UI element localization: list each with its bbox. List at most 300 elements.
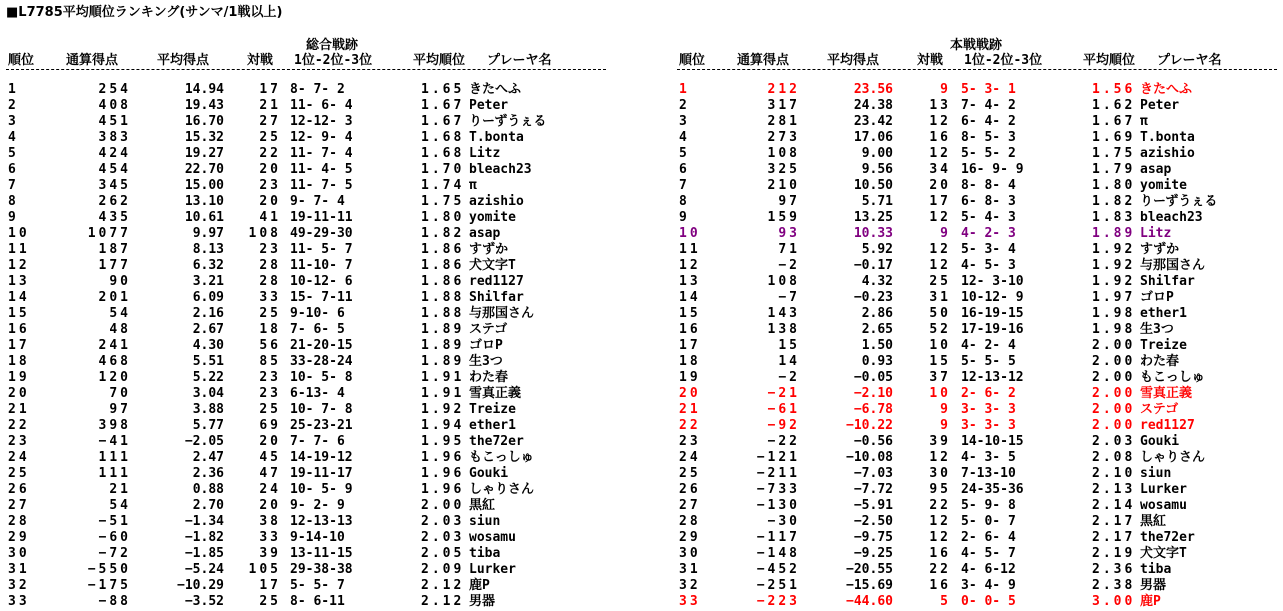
average-place-cell: 1.91: [421, 386, 465, 401]
places-cell: 11- 7- 5: [290, 178, 353, 193]
average-score-cell: 1.50: [861, 338, 893, 353]
average-place-cell: 1.68: [421, 130, 465, 145]
places-cell: 14-10-15: [961, 434, 1024, 449]
table-row: [673, 402, 1283, 418]
places-cell: 8- 8- 4: [961, 178, 1016, 193]
places-cell: 6-13- 4: [290, 386, 345, 401]
player-name-cell: きたへふ: [1140, 82, 1193, 97]
games-cell: 12: [929, 114, 951, 129]
average-score-cell: −7.72: [853, 482, 893, 497]
places-cell: 25-23-21: [290, 418, 353, 433]
places-cell: 10- 5- 9: [290, 482, 353, 497]
places-cell: 4- 3- 5: [961, 450, 1016, 465]
table-row: [673, 546, 1283, 562]
average-score-cell: −2.50: [853, 514, 893, 529]
player-name-cell: 黒紅: [469, 498, 496, 513]
table-row: [673, 306, 1283, 322]
table-row: [673, 514, 1283, 530]
average-place-cell: 1.75: [421, 194, 465, 209]
rank-cell: 17: [8, 338, 30, 353]
table-row: [0, 226, 620, 242]
average-score-cell: 0.88: [192, 482, 224, 497]
places-cell: 24-35-36: [961, 482, 1024, 497]
header-divider: [677, 69, 1277, 70]
games-cell: 39: [929, 434, 951, 449]
rank-cell: 22: [8, 418, 30, 433]
average-place-cell: 1.92: [1092, 258, 1136, 273]
average-place-cell: 1.82: [421, 226, 465, 241]
average-place-cell: 1.97: [1092, 290, 1136, 305]
games-cell: 20: [259, 162, 281, 177]
games-cell: 95: [929, 482, 951, 497]
average-place-cell: 2.00: [421, 498, 465, 513]
games-cell: 16: [929, 130, 951, 145]
total-score-cell: 273: [767, 130, 800, 145]
table-row: [0, 258, 620, 274]
table-row: [673, 498, 1283, 514]
average-score-cell: 9.97: [192, 226, 224, 241]
player-name-cell: 与那国さん: [469, 306, 535, 321]
player-name-cell: 犬文字T: [1140, 546, 1187, 561]
player-name-cell: もこっしゅ: [1140, 370, 1205, 385]
average-score-cell: −1.85: [184, 546, 224, 561]
places-cell: 29-38-38: [290, 562, 353, 577]
rank-cell: 5: [8, 146, 19, 161]
games-cell: 21: [259, 98, 281, 113]
average-place-cell: 1.91: [421, 370, 465, 385]
header-average-score: 平均得点: [157, 53, 210, 68]
player-name-cell: りーずうぇる: [1140, 194, 1218, 209]
average-score-cell: −9.25: [853, 546, 893, 561]
total-score-cell: 15: [778, 338, 800, 353]
player-name-cell: ether1: [1140, 306, 1187, 321]
places-cell: 11- 5- 7: [290, 242, 353, 257]
rank-cell: 18: [679, 354, 701, 369]
rank-cell: 24: [8, 450, 30, 465]
table-row: [0, 498, 620, 514]
average-place-cell: 1.65: [421, 82, 465, 97]
average-place-cell: 2.00: [1092, 354, 1136, 369]
table-row: [673, 386, 1283, 402]
header-total-score: 通算得点: [737, 53, 790, 68]
games-cell: 34: [929, 162, 951, 177]
average-place-cell: 2.00: [1092, 402, 1136, 417]
player-name-cell: 与那国さん: [1140, 258, 1206, 273]
games-cell: 56: [259, 338, 281, 353]
total-score-cell: 14: [778, 354, 800, 369]
player-name-cell: しゃりさん: [469, 482, 535, 497]
average-place-cell: 2.36: [1092, 562, 1136, 577]
rank-cell: 27: [8, 498, 30, 513]
rank-cell: 17: [679, 338, 701, 353]
header-total-score: 通算得点: [66, 53, 119, 68]
games-cell: 9: [940, 82, 951, 97]
average-place-cell: 1.67: [421, 98, 465, 113]
places-cell: 4- 5- 7: [961, 546, 1016, 561]
places-cell: 17-19-16: [961, 322, 1024, 337]
header-average-place: 平均順位: [1083, 53, 1136, 68]
player-name-cell: tiba: [1140, 562, 1172, 577]
rank-cell: 9: [679, 210, 690, 225]
player-name-cell: the72er: [1140, 530, 1195, 545]
average-score-cell: −5.91: [853, 498, 893, 513]
rank-cell: 20: [679, 386, 701, 401]
average-score-cell: 5.71: [861, 194, 893, 209]
games-cell: 52: [929, 322, 951, 337]
table-row: [0, 418, 620, 434]
average-score-cell: 15.00: [184, 178, 224, 193]
table-row: [0, 82, 620, 98]
total-score-cell: 210: [767, 178, 800, 193]
rank-cell: 31: [8, 562, 30, 577]
average-score-cell: 2.67: [192, 322, 224, 337]
games-cell: 12: [929, 146, 951, 161]
total-score-cell: 54: [109, 306, 131, 321]
average-place-cell: 2.03: [1092, 434, 1136, 449]
average-score-cell: 5.22: [192, 370, 224, 385]
table-row: [673, 578, 1283, 594]
places-cell: 6- 8- 3: [961, 194, 1016, 209]
rank-cell: 20: [8, 386, 30, 401]
average-place-cell: 2.12: [421, 578, 465, 593]
total-score-cell: −2: [778, 258, 800, 273]
average-score-cell: 6.09: [192, 290, 224, 305]
rank-cell: 19: [8, 370, 30, 385]
table-row: [673, 530, 1283, 546]
average-place-cell: 1.74: [421, 178, 465, 193]
games-cell: 47: [259, 466, 281, 481]
places-cell: 13-11-15: [290, 546, 353, 561]
player-name-cell: ゴロP: [469, 338, 503, 353]
average-score-cell: 2.86: [861, 306, 893, 321]
average-place-cell: 1.95: [421, 434, 465, 449]
rank-cell: 33: [8, 594, 30, 609]
rank-cell: 9: [8, 210, 19, 225]
average-place-cell: 2.08: [1092, 450, 1136, 465]
total-score-cell: −61: [767, 402, 800, 417]
total-score-cell: −92: [767, 418, 800, 433]
table-row: [673, 322, 1283, 338]
games-cell: 28: [259, 258, 281, 273]
games-cell: 5: [940, 594, 951, 609]
places-cell: 14-19-12: [290, 450, 353, 465]
places-cell: 4- 6-12: [961, 562, 1016, 577]
total-score-cell: 93: [778, 226, 800, 241]
average-score-cell: 13.10: [184, 194, 224, 209]
places-cell: 12-12- 3: [290, 114, 353, 129]
places-cell: 15- 7-11: [290, 290, 353, 305]
player-name-cell: Lurker: [1140, 482, 1187, 497]
games-cell: 25: [259, 402, 281, 417]
player-name-cell: red1127: [1140, 418, 1195, 433]
places-cell: 10- 5- 8: [290, 370, 353, 385]
places-cell: 2- 6- 2: [961, 386, 1016, 401]
average-place-cell: 2.17: [1092, 530, 1136, 545]
places-cell: 5- 0- 7: [961, 514, 1016, 529]
rank-cell: 4: [8, 130, 19, 145]
places-cell: 5- 5- 5: [961, 354, 1016, 369]
total-score-cell: 317: [767, 98, 800, 113]
total-score-cell: 97: [778, 194, 800, 209]
total-score-cell: 177: [98, 258, 131, 273]
average-score-cell: −7.03: [853, 466, 893, 481]
total-score-cell: 71: [778, 242, 800, 257]
player-name-cell: すずか: [469, 242, 509, 257]
games-cell: 24: [259, 482, 281, 497]
player-name-cell: わた春: [469, 370, 509, 385]
places-cell: 21-20-15: [290, 338, 353, 353]
average-score-cell: 23.42: [853, 114, 893, 129]
games-cell: 18: [259, 322, 281, 337]
average-score-cell: −15.69: [846, 578, 893, 593]
player-name-cell: 生3つ: [1140, 322, 1174, 337]
rank-cell: 23: [8, 434, 30, 449]
table-row: [0, 562, 620, 578]
average-place-cell: 2.12: [421, 594, 465, 609]
average-place-cell: 1.86: [421, 258, 465, 273]
player-name-cell: siun: [469, 514, 501, 529]
total-score-cell: −211: [756, 466, 800, 481]
total-score-cell: 97: [109, 402, 131, 417]
games-cell: 25: [259, 594, 281, 609]
games-cell: 23: [259, 370, 281, 385]
games-cell: 23: [259, 386, 281, 401]
rank-cell: 8: [8, 194, 19, 209]
places-cell: 0- 0- 5: [961, 594, 1016, 609]
table-row: [673, 146, 1283, 162]
player-name-cell: ゴロP: [1140, 290, 1174, 305]
table-row: [673, 562, 1283, 578]
average-place-cell: 1.96: [421, 482, 465, 497]
rank-cell: 30: [8, 546, 30, 561]
average-place-cell: 1.80: [1092, 178, 1136, 193]
average-score-cell: 2.70: [192, 498, 224, 513]
total-score-cell: −733: [756, 482, 800, 497]
average-place-cell: 2.10: [1092, 466, 1136, 481]
games-cell: 25: [929, 274, 951, 289]
games-cell: 9: [940, 226, 951, 241]
player-name-cell: りーずうぇる: [469, 114, 547, 129]
average-score-cell: −10.08: [846, 450, 893, 465]
places-cell: 12-13-12: [961, 370, 1024, 385]
rank-cell: 25: [8, 466, 30, 481]
total-score-cell: 345: [98, 178, 131, 193]
total-score-cell: 120: [98, 370, 131, 385]
rank-cell: 13: [8, 274, 30, 289]
average-place-cell: 2.38: [1092, 578, 1136, 593]
rank-cell: 31: [679, 562, 701, 577]
table-row: [673, 274, 1283, 290]
player-name-cell: bleach23: [469, 162, 532, 177]
player-name-cell: しゃりさん: [1140, 450, 1206, 465]
rank-cell: 19: [679, 370, 701, 385]
table-row: [0, 354, 620, 370]
games-cell: 16: [929, 546, 951, 561]
total-score-cell: −550: [87, 562, 131, 577]
average-score-cell: 23.56: [853, 82, 893, 97]
player-name-cell: 生3つ: [469, 354, 503, 369]
average-score-cell: 9.56: [861, 162, 893, 177]
average-place-cell: 2.14: [1092, 498, 1136, 513]
places-cell: 9-10- 6: [290, 306, 345, 321]
player-name-cell: 犬文字T: [469, 258, 516, 273]
player-name-cell: 男器: [469, 594, 496, 609]
average-place-cell: 1.86: [421, 274, 465, 289]
average-place-cell: 1.88: [421, 290, 465, 305]
total-score-cell: −7: [778, 290, 800, 305]
table-row: [673, 418, 1283, 434]
player-name-cell: Shilfar: [1140, 274, 1195, 289]
average-score-cell: 16.70: [184, 114, 224, 129]
page-title: ■L7785平均順位ランキング(サンマ/1戦以上): [6, 5, 283, 20]
rank-cell: 2: [8, 98, 19, 113]
average-score-cell: 6.32: [192, 258, 224, 273]
player-name-cell: azishio: [469, 194, 524, 209]
header-average-place: 平均順位: [413, 53, 466, 68]
places-cell: 8- 5- 3: [961, 130, 1016, 145]
average-place-cell: 1.96: [421, 450, 465, 465]
games-cell: 38: [259, 514, 281, 529]
player-name-cell: Gouki: [1140, 434, 1180, 449]
places-cell: 5- 5- 7: [290, 578, 345, 593]
average-place-cell: 1.92: [1092, 274, 1136, 289]
total-score-cell: 108: [767, 274, 800, 289]
games-cell: 13: [929, 98, 951, 113]
player-name-cell: Peter: [469, 98, 509, 113]
games-cell: 22: [259, 146, 281, 161]
table-row: [0, 162, 620, 178]
average-place-cell: 1.67: [421, 114, 465, 129]
average-score-cell: 2.36: [192, 466, 224, 481]
table-row: [673, 130, 1283, 146]
average-score-cell: 17.06: [853, 130, 893, 145]
places-cell: 7- 6- 5: [290, 322, 345, 337]
games-cell: 37: [929, 370, 951, 385]
total-score-cell: −51: [98, 514, 131, 529]
games-cell: 108: [248, 226, 281, 241]
table-row: [0, 146, 620, 162]
player-name-cell: 黒紅: [1140, 514, 1167, 529]
average-place-cell: 1.83: [1092, 210, 1136, 225]
games-cell: 31: [929, 290, 951, 305]
player-name-cell: azishio: [1140, 146, 1195, 161]
games-cell: 28: [259, 274, 281, 289]
player-name-cell: もこっしゅ: [469, 450, 534, 465]
games-cell: 30: [929, 466, 951, 481]
places-cell: 7-13-10: [961, 466, 1016, 481]
rank-cell: 12: [8, 258, 30, 273]
total-score-cell: −251: [756, 578, 800, 593]
games-cell: 12: [929, 242, 951, 257]
player-name-cell: T.bonta: [469, 130, 524, 145]
average-place-cell: 1.86: [421, 242, 465, 257]
games-cell: 9: [940, 418, 951, 433]
average-place-cell: 1.69: [1092, 130, 1136, 145]
games-cell: 20: [929, 178, 951, 193]
total-score-cell: 383: [98, 130, 131, 145]
total-score-cell: 262: [98, 194, 131, 209]
rank-cell: 27: [679, 498, 701, 513]
rank-cell: 14: [8, 290, 30, 305]
group-label: 本戦戦跡: [950, 38, 1003, 53]
player-name-cell: yomite: [1140, 178, 1187, 193]
rank-cell: 16: [8, 322, 30, 337]
games-cell: 25: [259, 306, 281, 321]
table-body: [0, 82, 620, 610]
games-cell: 10: [929, 386, 951, 401]
games-cell: 12: [929, 514, 951, 529]
table-row: [0, 242, 620, 258]
average-score-cell: 19.43: [184, 98, 224, 113]
rank-cell: 28: [8, 514, 30, 529]
rank-cell: 3: [679, 114, 690, 129]
places-cell: 4- 5- 3: [961, 258, 1016, 273]
table-row: [0, 322, 620, 338]
games-cell: 23: [259, 242, 281, 257]
player-name-cell: ステゴ: [469, 322, 508, 337]
games-cell: 20: [259, 434, 281, 449]
games-cell: 45: [259, 450, 281, 465]
total-score-cell: 143: [767, 306, 800, 321]
places-cell: 5- 5- 2: [961, 146, 1016, 161]
player-name-cell: asap: [469, 226, 501, 241]
average-score-cell: 15.32: [184, 130, 224, 145]
group-label: 総合戦跡: [306, 38, 359, 53]
table-body: [673, 82, 1283, 610]
places-cell: 16-19-15: [961, 306, 1024, 321]
total-score-cell: −130: [756, 498, 800, 513]
header-games: 対戦: [247, 53, 274, 68]
total-score-cell: 281: [767, 114, 800, 129]
header-player-name: プレーヤ名: [1157, 53, 1222, 68]
average-place-cell: 2.00: [1092, 338, 1136, 353]
games-cell: 9: [940, 402, 951, 417]
average-place-cell: 1.88: [421, 306, 465, 321]
table-row: [673, 98, 1283, 114]
average-score-cell: −5.24: [184, 562, 224, 577]
table-row: [0, 114, 620, 130]
rank-cell: 33: [679, 594, 701, 609]
average-score-cell: −10.22: [846, 418, 893, 433]
average-score-cell: 2.16: [192, 306, 224, 321]
table-row: [0, 450, 620, 466]
player-name-cell: 雪真正義: [469, 386, 522, 401]
header-rank: 順位: [8, 53, 35, 68]
places-cell: 7- 7- 6: [290, 434, 345, 449]
average-place-cell: 1.89: [421, 338, 465, 353]
rank-cell: 21: [8, 402, 30, 417]
games-cell: 27: [259, 114, 281, 129]
rank-cell: 10: [679, 226, 701, 241]
rank-cell: 7: [8, 178, 19, 193]
header-games: 対戦: [917, 53, 944, 68]
places-cell: 4- 2- 4: [961, 338, 1016, 353]
table-row: [0, 466, 620, 482]
average-place-cell: 1.82: [1092, 194, 1136, 209]
player-name-cell: 鹿P: [469, 578, 490, 593]
player-name-cell: Treize: [1140, 338, 1187, 353]
games-cell: 20: [259, 194, 281, 209]
total-score-cell: 70: [109, 386, 131, 401]
places-cell: 9- 7- 4: [290, 194, 345, 209]
table-row: [0, 402, 620, 418]
header-rank: 順位: [679, 53, 706, 68]
places-cell: 6- 4- 2: [961, 114, 1016, 129]
average-place-cell: 2.00: [1092, 370, 1136, 385]
games-cell: 22: [929, 562, 951, 577]
table-row: [673, 82, 1283, 98]
total-score-cell: 159: [767, 210, 800, 225]
